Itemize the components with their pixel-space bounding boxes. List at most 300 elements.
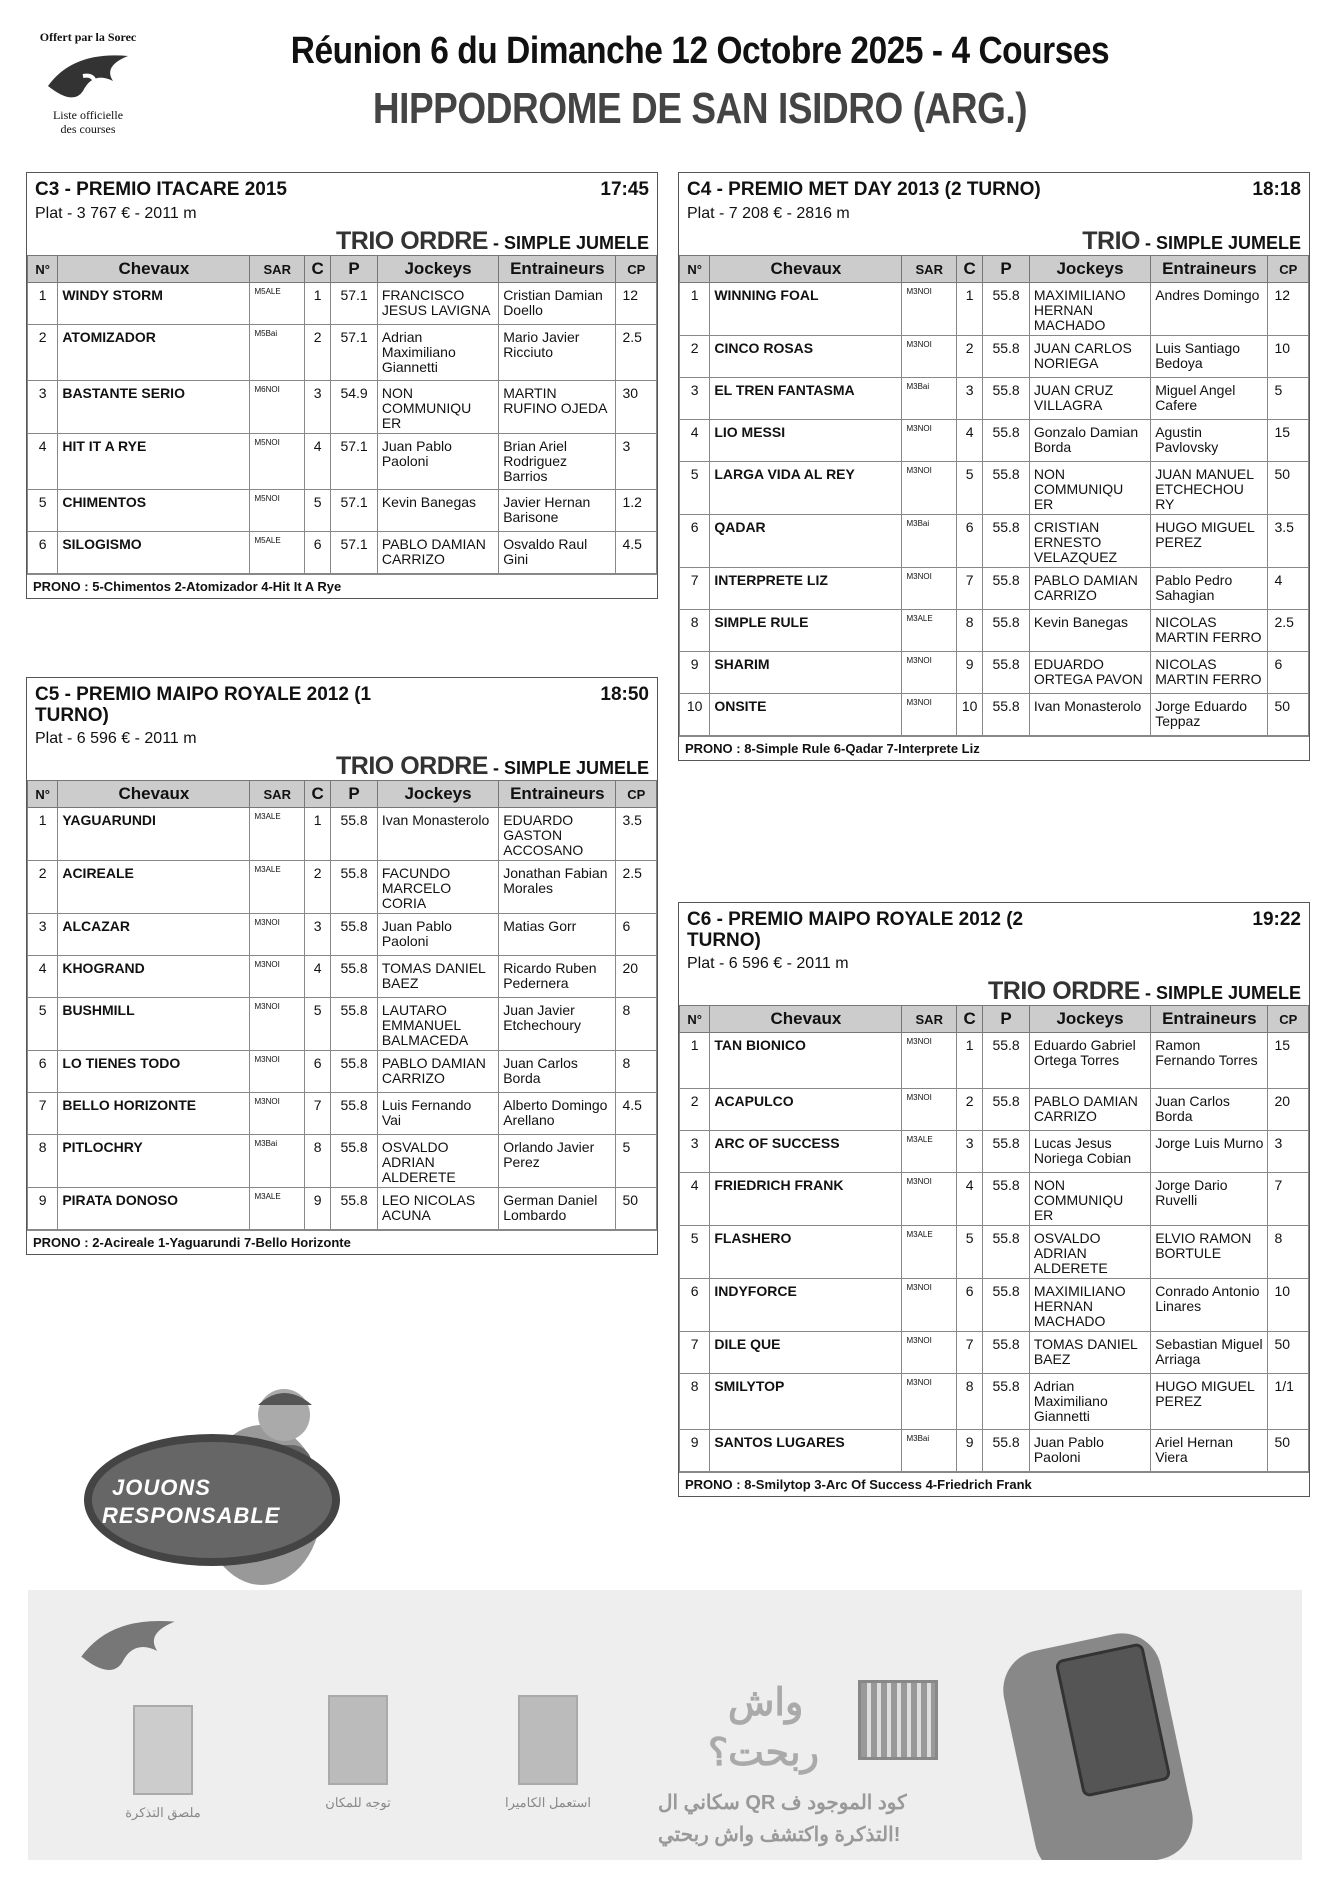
cell-trainer: Miguel Angel Cafere bbox=[1151, 378, 1268, 420]
cell-sar: M3NOI bbox=[250, 1051, 305, 1093]
cell-horse: WINNING FOAL bbox=[710, 283, 902, 336]
cell-n: 4 bbox=[680, 420, 710, 462]
cell-n: 9 bbox=[680, 652, 710, 694]
cell-c: 2 bbox=[957, 336, 983, 378]
cell-sar: M3NOI bbox=[902, 1332, 957, 1374]
cell-horse: YAGUARUNDI bbox=[58, 808, 250, 861]
cell-sar: M6NOI bbox=[250, 381, 305, 434]
column-header-cp: CP bbox=[616, 781, 657, 808]
runner-row bbox=[680, 378, 1309, 420]
cell-horse: LARGA VIDA AL REY bbox=[710, 462, 902, 515]
column-header-sar: SAR bbox=[902, 1006, 957, 1033]
cell-c: 1 bbox=[305, 808, 331, 861]
runner-row bbox=[680, 1089, 1309, 1131]
cell-sar: M3NOI bbox=[902, 462, 957, 515]
cell-p: 55.8 bbox=[983, 336, 1030, 378]
cell-c: 6 bbox=[305, 1051, 331, 1093]
cell-sar: M3NOI bbox=[902, 1033, 957, 1089]
cell-n: 4 bbox=[28, 956, 58, 998]
runner-row bbox=[28, 490, 657, 532]
cell-jockey: Lucas Jesus Noriega Cobian bbox=[1029, 1131, 1150, 1173]
column-header-jockey: Jockeys bbox=[1029, 1006, 1150, 1033]
runner-row bbox=[680, 283, 1309, 336]
cell-c: 6 bbox=[957, 515, 983, 568]
cell-trainer: MARTIN RUFINO OJEDA bbox=[499, 381, 616, 434]
cell-sar: M3ALE bbox=[250, 808, 305, 861]
cell-n: 3 bbox=[680, 1131, 710, 1173]
cell-jockey: EDUARDO ORTEGA PAVON bbox=[1029, 652, 1150, 694]
cell-jockey: LEO NICOLAS ACUNA bbox=[377, 1188, 498, 1230]
jouons-text: JOUONS bbox=[112, 1475, 211, 1500]
responsable-text: RESPONSABLE bbox=[102, 1503, 281, 1528]
cell-jockey: JUAN CARLOS NORIEGA bbox=[1029, 336, 1150, 378]
cell-horse: CHIMENTOS bbox=[58, 490, 250, 532]
column-header-n: N° bbox=[28, 256, 58, 283]
cell-trainer: EDUARDO GASTON ACCOSANO bbox=[499, 808, 616, 861]
cell-jockey: NON COMMUNIQU ER bbox=[1029, 1173, 1150, 1226]
cell-sar: M3ALE bbox=[902, 610, 957, 652]
column-header-p: P bbox=[983, 1006, 1030, 1033]
cell-c: 4 bbox=[305, 956, 331, 998]
cell-trainer: NICOLAS MARTIN FERRO bbox=[1151, 610, 1268, 652]
cell-p: 55.8 bbox=[331, 1051, 378, 1093]
race-time: 17:45 bbox=[600, 179, 649, 200]
cell-p: 55.8 bbox=[983, 1226, 1030, 1279]
cell-cp: 5 bbox=[616, 1135, 657, 1188]
cell-cp: 4.5 bbox=[616, 532, 657, 574]
cell-c: 10 bbox=[957, 694, 983, 736]
cell-n: 8 bbox=[680, 610, 710, 652]
runner-row bbox=[680, 420, 1309, 462]
cell-p: 55.8 bbox=[331, 1188, 378, 1230]
cell-trainer: Andres Domingo bbox=[1151, 283, 1268, 336]
runner-row bbox=[680, 462, 1309, 515]
cell-trainer: Matias Gorr bbox=[499, 914, 616, 956]
column-header-jockey: Jockeys bbox=[377, 256, 498, 283]
cell-jockey: JUAN CRUZ VILLAGRA bbox=[1029, 378, 1150, 420]
runner-row bbox=[680, 610, 1309, 652]
cell-horse: BASTANTE SERIO bbox=[58, 381, 250, 434]
cell-trainer: Orlando Javier Perez bbox=[499, 1135, 616, 1188]
footer-qr-promo bbox=[28, 1590, 1302, 1860]
cell-horse: INTERPRETE LIZ bbox=[710, 568, 902, 610]
cell-jockey: OSVALDO ADRIAN ALDERETE bbox=[377, 1135, 498, 1188]
cell-p: 55.8 bbox=[983, 1332, 1030, 1374]
cell-trainer: Juan Javier Etchechoury bbox=[499, 998, 616, 1051]
column-header-n: N° bbox=[680, 1006, 710, 1033]
arabic-instruction-1: سكاني ال QR كود الموجود ف bbox=[658, 1792, 907, 1814]
cell-p: 55.8 bbox=[983, 515, 1030, 568]
cell-jockey: NON COMMUNIQU ER bbox=[1029, 462, 1150, 515]
cell-horse: ATOMIZADOR bbox=[58, 325, 250, 381]
cell-horse: LO TIENES TODO bbox=[58, 1051, 250, 1093]
runner-row bbox=[680, 652, 1309, 694]
cell-jockey: MAXIMILIANO HERNAN MACHADO bbox=[1029, 283, 1150, 336]
column-header-c: C bbox=[305, 781, 331, 808]
cell-horse: BUSHMILL bbox=[58, 998, 250, 1051]
cell-cp: 8 bbox=[616, 1051, 657, 1093]
race-header bbox=[679, 903, 1309, 951]
column-header-cp: CP bbox=[1268, 256, 1309, 283]
race-time: 18:18 bbox=[1252, 179, 1301, 200]
cell-horse: PIRATA DONOSO bbox=[58, 1188, 250, 1230]
cell-p: 54.9 bbox=[331, 381, 378, 434]
cell-n: 1 bbox=[680, 1033, 710, 1089]
cell-trainer: Pablo Pedro Sahagian bbox=[1151, 568, 1268, 610]
column-header-c: C bbox=[305, 256, 331, 283]
cell-p: 55.8 bbox=[983, 694, 1030, 736]
runner-row bbox=[28, 808, 657, 861]
cell-cp: 20 bbox=[1268, 1089, 1309, 1131]
cell-jockey: Adrian Maximiliano Giannetti bbox=[1029, 1374, 1150, 1430]
cell-n: 9 bbox=[28, 1188, 58, 1230]
cell-p: 55.8 bbox=[983, 462, 1030, 515]
column-header-sar: SAR bbox=[902, 256, 957, 283]
column-header-c: C bbox=[957, 1006, 983, 1033]
cell-horse: WINDY STORM bbox=[58, 283, 250, 325]
cell-cp: 50 bbox=[1268, 694, 1309, 736]
runner-row bbox=[28, 956, 657, 998]
cell-n: 3 bbox=[28, 914, 58, 956]
cell-sar: M3NOI bbox=[902, 420, 957, 462]
column-header-horse: Chevaux bbox=[58, 781, 250, 808]
cell-trainer: Jorge Dario Ruvelli bbox=[1151, 1173, 1268, 1226]
race-card-c6 bbox=[678, 902, 1310, 1497]
runner-row bbox=[28, 325, 657, 381]
cell-trainer: Conrado Antonio Linares bbox=[1151, 1279, 1268, 1332]
cell-jockey: FACUNDO MARCELO CORIA bbox=[377, 861, 498, 914]
cell-sar: M3Bai bbox=[902, 378, 957, 420]
cell-horse: KHOGRAND bbox=[58, 956, 250, 998]
step-3-caption: استعمل الكاميرا bbox=[504, 1795, 592, 1810]
cell-sar: M3ALE bbox=[250, 861, 305, 914]
cell-cp: 50 bbox=[616, 1188, 657, 1230]
bet-rest: - SIMPLE JUMELE bbox=[1139, 983, 1301, 1003]
cell-sar: M3NOI bbox=[902, 1374, 957, 1430]
cell-cp: 3.5 bbox=[616, 808, 657, 861]
logo-bottom-text-2: des courses bbox=[60, 122, 116, 136]
cell-sar: M3NOI bbox=[902, 652, 957, 694]
table-header-row bbox=[680, 256, 1309, 283]
runner-row bbox=[680, 1033, 1309, 1089]
bet-main: TRIO ORDRE bbox=[336, 752, 488, 780]
column-header-p: P bbox=[983, 256, 1030, 283]
cell-p: 55.8 bbox=[331, 1093, 378, 1135]
cell-trainer: ELVIO RAMON BORTULE bbox=[1151, 1226, 1268, 1279]
race-name: C4 - PREMIO MET DAY 2013 (2 TURNO) bbox=[687, 179, 1041, 200]
cell-trainer: NICOLAS MARTIN FERRO bbox=[1151, 652, 1268, 694]
column-header-horse: Chevaux bbox=[58, 256, 250, 283]
cell-jockey: Ivan Monasterolo bbox=[377, 808, 498, 861]
cell-sar: M5NOI bbox=[250, 490, 305, 532]
runner-row bbox=[28, 1051, 657, 1093]
runner-row bbox=[28, 283, 657, 325]
cell-jockey: Juan Pablo Paoloni bbox=[377, 434, 498, 490]
table-header-row bbox=[28, 256, 657, 283]
cell-p: 55.8 bbox=[331, 1135, 378, 1188]
race-name: C5 - PREMIO MAIPO ROYALE 2012 (1 TURNO) bbox=[35, 684, 372, 726]
column-header-trainer: Entraineurs bbox=[499, 256, 616, 283]
cell-n: 8 bbox=[680, 1374, 710, 1430]
ticket-step-1-icon bbox=[133, 1705, 193, 1795]
ticket-step-3-icon bbox=[518, 1695, 578, 1785]
column-header-n: N° bbox=[680, 256, 710, 283]
cell-p: 55.8 bbox=[331, 808, 378, 861]
cell-horse: LIO MESSI bbox=[710, 420, 902, 462]
prono-line: PRONO : 2-Acireale 1-Yaguarundi 7-Bello Horizonte bbox=[27, 1230, 657, 1254]
cell-cp: 8 bbox=[1268, 1226, 1309, 1279]
runner-row bbox=[680, 1374, 1309, 1430]
cell-jockey: TOMAS DANIEL BAEZ bbox=[377, 956, 498, 998]
cell-c: 4 bbox=[957, 420, 983, 462]
column-header-cp: CP bbox=[616, 256, 657, 283]
cell-c: 8 bbox=[957, 1374, 983, 1430]
cell-jockey: Eduardo Gabriel Ortega Torres bbox=[1029, 1033, 1150, 1089]
runner-row bbox=[680, 568, 1309, 610]
cell-cp: 50 bbox=[1268, 1430, 1309, 1472]
cell-sar: M5Bai bbox=[250, 325, 305, 381]
race-time: 18:50 bbox=[600, 684, 649, 705]
runner-row bbox=[680, 694, 1309, 736]
cell-c: 9 bbox=[305, 1188, 331, 1230]
cell-sar: M3NOI bbox=[902, 1089, 957, 1131]
column-header-cp: CP bbox=[1268, 1006, 1309, 1033]
sorec-logo bbox=[28, 30, 148, 150]
column-header-horse: Chevaux bbox=[710, 256, 902, 283]
cell-jockey: LAUTARO EMMANUEL BALMACEDA bbox=[377, 998, 498, 1051]
cell-trainer: Juan Carlos Borda bbox=[499, 1051, 616, 1093]
cell-jockey: PABLO DAMIAN CARRIZO bbox=[1029, 1089, 1150, 1131]
cell-n: 3 bbox=[680, 378, 710, 420]
runner-row bbox=[28, 998, 657, 1051]
logo-top-text: Offert par la Sorec bbox=[39, 30, 137, 44]
sorec-footer-logo-icon bbox=[68, 1610, 188, 1680]
runner-row bbox=[28, 381, 657, 434]
cell-cp: 10 bbox=[1268, 336, 1309, 378]
runners-table bbox=[679, 1005, 1309, 1472]
jockey-illustration-icon bbox=[62, 1375, 382, 1605]
cell-c: 7 bbox=[957, 568, 983, 610]
cell-horse: SIMPLE RULE bbox=[710, 610, 902, 652]
cell-jockey: PABLO DAMIAN CARRIZO bbox=[1029, 568, 1150, 610]
cell-sar: M3NOI bbox=[250, 914, 305, 956]
cell-c: 3 bbox=[957, 1131, 983, 1173]
cell-p: 57.1 bbox=[331, 490, 378, 532]
cell-jockey: NON COMMUNIQU ER bbox=[377, 381, 498, 434]
cell-cp: 6 bbox=[1268, 652, 1309, 694]
runner-row bbox=[680, 1131, 1309, 1173]
cell-horse: FRIEDRICH FRANK bbox=[710, 1173, 902, 1226]
column-header-sar: SAR bbox=[250, 781, 305, 808]
cell-c: 5 bbox=[957, 462, 983, 515]
cell-p: 55.8 bbox=[983, 610, 1030, 652]
cell-trainer: Brian Ariel Rodriguez Barrios bbox=[499, 434, 616, 490]
column-header-sar: SAR bbox=[250, 256, 305, 283]
cell-horse: CINCO ROSAS bbox=[710, 336, 902, 378]
cell-trainer: Jonathan Fabian Morales bbox=[499, 861, 616, 914]
cell-p: 55.8 bbox=[983, 568, 1030, 610]
cell-p: 55.8 bbox=[983, 1089, 1030, 1131]
cell-p: 55.8 bbox=[983, 652, 1030, 694]
cell-c: 7 bbox=[957, 1332, 983, 1374]
cell-n: 7 bbox=[28, 1093, 58, 1135]
cell-horse: ACAPULCO bbox=[710, 1089, 902, 1131]
cell-trainer: Juan Carlos Borda bbox=[1151, 1089, 1268, 1131]
cell-sar: M3Bai bbox=[902, 1430, 957, 1472]
runners-table bbox=[27, 780, 657, 1230]
column-header-n: N° bbox=[28, 781, 58, 808]
cell-trainer: HUGO MIGUEL PEREZ bbox=[1151, 515, 1268, 568]
cell-trainer: JUAN MANUEL ETCHECHOU RY bbox=[1151, 462, 1268, 515]
cell-n: 6 bbox=[28, 532, 58, 574]
cell-n: 2 bbox=[680, 1089, 710, 1131]
bet-rest: - SIMPLE JUMELE bbox=[487, 758, 649, 778]
cell-sar: M3NOI bbox=[902, 336, 957, 378]
cell-n: 9 bbox=[680, 1430, 710, 1472]
column-header-trainer: Entraineurs bbox=[1151, 1006, 1268, 1033]
cell-p: 55.8 bbox=[331, 956, 378, 998]
qr-code-icon bbox=[858, 1680, 938, 1760]
cell-p: 55.8 bbox=[983, 1033, 1030, 1089]
cell-p: 55.8 bbox=[983, 1374, 1030, 1430]
cell-p: 55.8 bbox=[331, 998, 378, 1051]
cell-cp: 3 bbox=[616, 434, 657, 490]
runner-row bbox=[680, 515, 1309, 568]
race-bet-types bbox=[679, 977, 1309, 1005]
ticket-step-2-icon bbox=[328, 1695, 388, 1785]
cell-sar: M3Bai bbox=[250, 1135, 305, 1188]
cell-n: 4 bbox=[28, 434, 58, 490]
cell-horse: ACIREALE bbox=[58, 861, 250, 914]
table-header-row bbox=[28, 781, 657, 808]
column-header-jockey: Jockeys bbox=[1029, 256, 1150, 283]
race-name: C6 - PREMIO MAIPO ROYALE 2012 (2 TURNO) bbox=[687, 909, 1024, 951]
cell-sar: M3NOI bbox=[902, 694, 957, 736]
arabic-headline-2: ربحت؟ bbox=[708, 1732, 819, 1774]
runner-row bbox=[28, 1188, 657, 1230]
cell-c: 9 bbox=[957, 1430, 983, 1472]
cell-p: 55.8 bbox=[983, 1131, 1030, 1173]
cell-p: 55.8 bbox=[983, 420, 1030, 462]
cell-n: 1 bbox=[680, 283, 710, 336]
cell-cp: 50 bbox=[1268, 462, 1309, 515]
race-info: Plat - 7 208 € - 2816 m bbox=[687, 205, 850, 222]
runner-row bbox=[28, 434, 657, 490]
cell-horse: BELLO HORIZONTE bbox=[58, 1093, 250, 1135]
cell-sar: M3ALE bbox=[250, 1188, 305, 1230]
cell-c: 2 bbox=[957, 1089, 983, 1131]
cell-trainer: Ricardo Ruben Pedernera bbox=[499, 956, 616, 998]
race-bet-types bbox=[27, 227, 657, 255]
cell-jockey: TOMAS DANIEL BAEZ bbox=[1029, 1332, 1150, 1374]
race-card-c4 bbox=[678, 172, 1310, 761]
cell-cp: 50 bbox=[1268, 1332, 1309, 1374]
runner-row bbox=[28, 1093, 657, 1135]
bet-main: TRIO ORDRE bbox=[988, 977, 1140, 1005]
cell-trainer: Jorge Eduardo Teppaz bbox=[1151, 694, 1268, 736]
cell-c: 1 bbox=[305, 283, 331, 325]
race-bet-types bbox=[679, 227, 1309, 255]
cell-jockey: Gonzalo Damian Borda bbox=[1029, 420, 1150, 462]
cell-horse: SHARIM bbox=[710, 652, 902, 694]
cell-sar: M3ALE bbox=[902, 1226, 957, 1279]
cell-n: 8 bbox=[28, 1135, 58, 1188]
cell-horse: SANTOS LUGARES bbox=[710, 1430, 902, 1472]
cell-n: 5 bbox=[28, 490, 58, 532]
cell-horse: EL TREN FANTASMA bbox=[710, 378, 902, 420]
cell-horse: ALCAZAR bbox=[58, 914, 250, 956]
column-header-trainer: Entraineurs bbox=[499, 781, 616, 808]
cell-jockey: Luis Fernando Vai bbox=[377, 1093, 498, 1135]
prono-line: PRONO : 8-Smilytop 3-Arc Of Success 4-Friedrich Frank bbox=[679, 1472, 1309, 1496]
cell-sar: M3NOI bbox=[250, 1093, 305, 1135]
prono-line: PRONO : 5-Chimentos 2-Atomizador 4-Hit It A Rye bbox=[27, 574, 657, 598]
cell-cp: 3 bbox=[1268, 1131, 1309, 1173]
runner-row bbox=[28, 914, 657, 956]
meeting-title: Réunion 6 du Dimanche 12 Octobre 2025 - 4 Courses bbox=[290, 30, 1110, 72]
cell-cp: 1/1 bbox=[1268, 1374, 1309, 1430]
cell-n: 1 bbox=[28, 808, 58, 861]
cell-horse: PITLOCHRY bbox=[58, 1135, 250, 1188]
cell-sar: M3NOI bbox=[250, 956, 305, 998]
cell-trainer: Mario Javier Ricciuto bbox=[499, 325, 616, 381]
cell-jockey: FRANCISCO JESUS LAVIGNA bbox=[377, 283, 498, 325]
race-info: Plat - 6 596 € - 2011 m bbox=[35, 730, 197, 747]
logo-bottom-text-1: Liste officielle bbox=[52, 108, 124, 122]
responsible-gaming-badge bbox=[62, 1375, 382, 1605]
cell-horse: SILOGISMO bbox=[58, 532, 250, 574]
cell-c: 1 bbox=[957, 1033, 983, 1089]
cell-trainer: Jorge Luis Murno bbox=[1151, 1131, 1268, 1173]
cell-trainer: Luis Santiago Bedoya bbox=[1151, 336, 1268, 378]
runner-row bbox=[28, 1135, 657, 1188]
column-header-p: P bbox=[331, 781, 378, 808]
cell-cp: 4 bbox=[1268, 568, 1309, 610]
bet-main: TRIO bbox=[1082, 227, 1140, 255]
cell-c: 8 bbox=[957, 610, 983, 652]
cell-horse: HIT IT A RYE bbox=[58, 434, 250, 490]
cell-n: 7 bbox=[680, 1332, 710, 1374]
bet-main: TRIO ORDRE bbox=[336, 227, 488, 255]
cell-sar: M5NOI bbox=[250, 434, 305, 490]
cell-horse: INDYFORCE bbox=[710, 1279, 902, 1332]
cell-trainer: Javier Hernan Barisone bbox=[499, 490, 616, 532]
runner-row bbox=[680, 1332, 1309, 1374]
cell-c: 5 bbox=[957, 1226, 983, 1279]
cell-trainer: Ramon Fernando Torres bbox=[1151, 1033, 1268, 1089]
cell-c: 6 bbox=[305, 532, 331, 574]
cell-p: 55.8 bbox=[983, 1173, 1030, 1226]
horse-logo-icon bbox=[43, 46, 133, 106]
cell-cp: 20 bbox=[616, 956, 657, 998]
cell-cp: 5 bbox=[1268, 378, 1309, 420]
cell-sar: M3Bai bbox=[902, 515, 957, 568]
race-bet-types bbox=[27, 752, 657, 780]
cell-sar: M3NOI bbox=[902, 568, 957, 610]
cell-p: 55.8 bbox=[983, 1430, 1030, 1472]
race-card-c5 bbox=[26, 677, 658, 1255]
runner-row bbox=[680, 336, 1309, 378]
cell-cp: 6 bbox=[616, 914, 657, 956]
cell-cp: 4.5 bbox=[616, 1093, 657, 1135]
cell-cp: 7 bbox=[1268, 1173, 1309, 1226]
cell-cp: 3.5 bbox=[1268, 515, 1309, 568]
cell-cp: 8 bbox=[616, 998, 657, 1051]
cell-sar: M5ALE bbox=[250, 283, 305, 325]
cell-n: 4 bbox=[680, 1173, 710, 1226]
race-time: 19:22 bbox=[1252, 909, 1301, 930]
cell-jockey: MAXIMILIANO HERNAN MACHADO bbox=[1029, 1279, 1150, 1332]
